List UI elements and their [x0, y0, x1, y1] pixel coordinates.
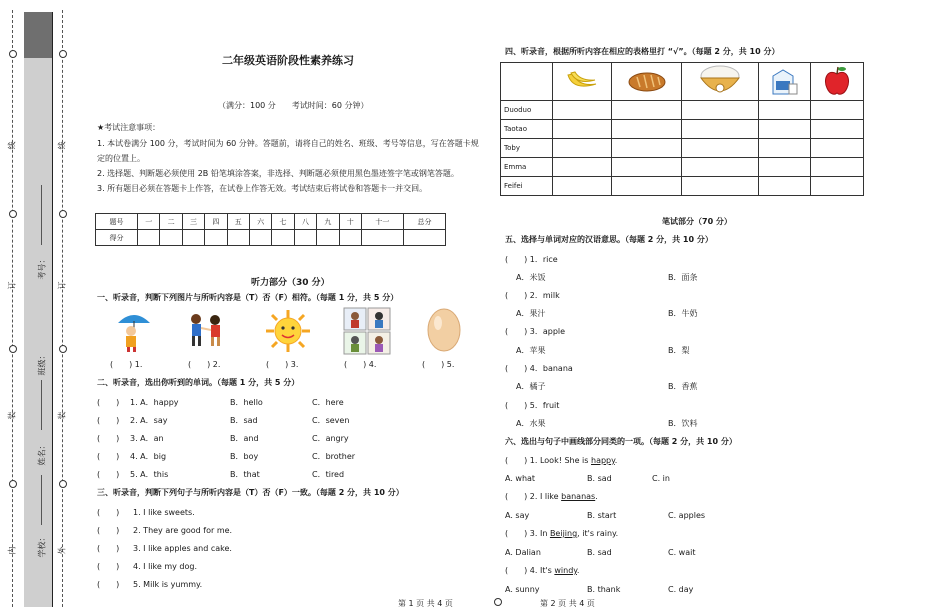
notice-heading: ★考试注意事项： [97, 123, 161, 132]
s2-option-c: C．seven [312, 416, 350, 425]
s1-item[interactable]: ( ) 3. [266, 360, 299, 369]
s3-item: 3. I like apples and cake. [133, 544, 232, 553]
score-table-header [96, 214, 446, 230]
s5-option-b: B．面条 [668, 273, 698, 282]
s2-option-c: C．angry [312, 434, 349, 443]
egg-picture [425, 305, 463, 353]
student-name: Toby [501, 139, 553, 158]
class-label: 班级： [37, 351, 47, 376]
score-cell: 三 [182, 214, 204, 230]
section-5-title: 五、选择与单词对应的汉语意思。（每题 2 分，共 10 分） [505, 235, 713, 244]
check-cell[interactable] [612, 120, 682, 139]
answer-paren[interactable]: ( ) [97, 434, 120, 443]
check-cell[interactable] [811, 139, 864, 158]
s5-option-a: A．水果 [516, 419, 546, 428]
food-table-row [501, 139, 864, 158]
score-cell: 四 [205, 214, 227, 230]
notice-line: 定的位置上。 [97, 154, 145, 163]
s6-option-b: B. start [587, 511, 617, 520]
s6-option-c: C. in [652, 474, 670, 483]
s2-option-b: B．that [230, 470, 260, 479]
score-blank[interactable] [317, 230, 339, 246]
food-cell [612, 63, 682, 101]
score-cell: 十一 [361, 214, 403, 230]
s6-question[interactable] [505, 492, 598, 502]
milk-icon [769, 66, 799, 96]
answer-paren[interactable]: ( ) [97, 470, 120, 479]
food-table-row [501, 177, 864, 196]
s5-question[interactable]: ( ) 1．rice [505, 255, 558, 264]
page-footer: 第 1 页 共 4 页 [398, 599, 453, 608]
girl-with-umbrella-picture [116, 309, 152, 353]
s6-option-b: B. sad [587, 548, 612, 557]
food-header-row [501, 63, 864, 101]
student-name: Duoduo [501, 101, 553, 120]
check-cell[interactable] [612, 101, 682, 120]
score-blank[interactable] [294, 230, 316, 246]
s6-text: ( ) 1. Look! She is [505, 456, 591, 465]
s2-option-c: C．brother [312, 452, 356, 461]
score-cell: 二 [160, 214, 182, 230]
score-cell: 十 [339, 214, 361, 230]
score-blank[interactable] [138, 230, 160, 246]
food-table-row [501, 158, 864, 177]
score-cell: 题号 [96, 214, 138, 230]
seal-hole [9, 480, 17, 488]
check-cell[interactable] [553, 139, 612, 158]
name-blank[interactable] [41, 380, 42, 430]
seal-char: 线 [57, 141, 67, 150]
answer-paren[interactable]: ( ) [97, 416, 120, 425]
check-cell[interactable] [811, 158, 864, 177]
notice-line: 3. 所有题目必须在答题卡上作答，在试卷上作答无效。考试结束后将试卷和答题卡一并交回。 [97, 184, 428, 193]
seal-char: 外 [57, 546, 67, 555]
score-blank[interactable] [182, 230, 204, 246]
score-blank[interactable] [339, 230, 361, 246]
school-label: 学校： [37, 533, 47, 558]
food-table-row [501, 120, 864, 139]
s6-text: ( ) 3. In [505, 529, 550, 538]
s1-item[interactable]: ( ) 4. [344, 360, 377, 369]
s3-item: 4. I like my dog. [133, 562, 197, 571]
score-cell: 五 [227, 214, 249, 230]
section-3-title: 三、听录音，判断下列句子与所听内容是（T）否（F）一致。（每题 2 分，共 10 分） [97, 488, 404, 497]
s5-option-a: A．苹果 [516, 346, 546, 355]
s6-option-a: A. sunny [505, 585, 540, 594]
s2-option-a: 3. A．an [130, 434, 164, 443]
seal-char: 装 [57, 411, 67, 420]
student-name: Emma [501, 158, 553, 177]
score-blank[interactable] [160, 230, 182, 246]
score-cell: 七 [272, 214, 294, 230]
school-blank[interactable] [41, 475, 42, 525]
s6-question[interactable] [505, 456, 617, 466]
s6-option-a: A. Dalian [505, 548, 541, 557]
check-cell[interactable] [811, 177, 864, 196]
s2-option-b: B．boy [230, 452, 259, 461]
s6-text: . [576, 566, 580, 575]
s6-option-b: B. sad [587, 474, 612, 483]
two-kids-picture [186, 312, 226, 350]
s3-item: 1. I like sweets. [133, 508, 195, 517]
s5-option-a: A．米饭 [516, 273, 546, 282]
section-2-title: 二、听录音，选出你听到的单词。（每题 1 分，共 5 分） [97, 378, 300, 387]
s2-option-c: C．tired [312, 470, 345, 479]
rice-icon [698, 64, 742, 98]
s3-item: 5. Milk is yummy. [133, 580, 203, 589]
s1-item[interactable]: ( ) 1. [110, 360, 143, 369]
s2-option-b: B．and [230, 434, 259, 443]
seal-hole [9, 345, 17, 353]
s6-underlined-word: Beijing [549, 529, 578, 538]
check-cell[interactable] [758, 101, 811, 120]
check-cell[interactable] [682, 101, 758, 120]
score-cell: 六 [249, 214, 271, 230]
s2-option-a: 2. A．say [130, 416, 168, 425]
s5-question[interactable]: ( ) 5．fruit [505, 401, 560, 410]
notice-line: 1. 本试卷满分 100 分，考试时间为 60 分钟。答题前，请将自己的姓名、班级、考号等信息，写在答题卡规 [97, 139, 479, 148]
s5-option-a: A．橘子 [516, 382, 546, 391]
check-cell[interactable] [553, 158, 612, 177]
s2-option-c: C．here [312, 398, 344, 407]
seal-char: 订 [7, 281, 17, 290]
outer-seal-line [12, 10, 13, 607]
check-cell[interactable] [612, 158, 682, 177]
food-cell [553, 63, 612, 101]
center-hole [494, 598, 502, 606]
s2-option-b: B．sad [230, 416, 258, 425]
answer-paren[interactable]: ( ) [97, 452, 120, 461]
student-name: Taotao [501, 120, 553, 139]
bread-icon [627, 69, 667, 93]
seal-hole [59, 50, 67, 58]
check-cell[interactable] [758, 177, 811, 196]
score-blank[interactable] [249, 230, 271, 246]
answer-paren[interactable]: ( ) [97, 526, 120, 535]
s6-text: . [595, 492, 598, 501]
s6-option-a: A. say [505, 511, 530, 520]
apple-icon [822, 65, 852, 97]
binding-strip [24, 12, 52, 607]
food-cell [811, 63, 864, 101]
check-cell[interactable] [758, 158, 811, 177]
s6-question[interactable] [505, 566, 579, 576]
check-cell[interactable] [682, 177, 758, 196]
food-table [500, 62, 864, 196]
check-cell[interactable] [682, 139, 758, 158]
seal-hole [59, 480, 67, 488]
section-1-title: 一、听录音，判断下列图片与所听内容是（T）否（F）相符。（每题 1 分，共 5 分） [97, 293, 399, 302]
corner-cell [501, 63, 553, 101]
seal-char: 装 [7, 411, 17, 420]
score-blank[interactable] [205, 230, 227, 246]
answer-paren[interactable]: ( ) [97, 562, 120, 571]
binding-strip-top [24, 12, 52, 58]
s2-option-a: 4. A．big [130, 452, 167, 461]
check-cell[interactable] [682, 120, 758, 139]
seal-hole [59, 345, 67, 353]
s5-option-b: B．梨 [668, 346, 690, 355]
sun-picture [265, 309, 311, 353]
food-table-row [501, 101, 864, 120]
check-cell[interactable] [553, 177, 612, 196]
binding-edge-line [52, 12, 53, 607]
score-cell: 八 [294, 214, 316, 230]
student-name: Feifei [501, 177, 553, 196]
check-cell[interactable] [553, 101, 612, 120]
check-cell[interactable] [811, 101, 864, 120]
s6-text: , it's rainy. [577, 529, 619, 538]
s6-text: ( ) 4. It's [505, 566, 555, 575]
exam-info: （满分：100 分 考试时间：60 分钟） [218, 101, 369, 110]
name-label: 姓名： [37, 441, 47, 466]
s5-option-b: B．牛奶 [668, 309, 698, 318]
exam-number-blank[interactable] [41, 185, 42, 245]
score-row-label: 得分 [96, 230, 138, 246]
score-blank[interactable] [227, 230, 249, 246]
check-cell[interactable] [553, 120, 612, 139]
s5-option-a: A．果汁 [516, 309, 546, 318]
check-cell[interactable] [758, 120, 811, 139]
check-cell[interactable] [612, 177, 682, 196]
seal-char: 线 [7, 141, 17, 150]
answer-paren[interactable]: ( ) [97, 398, 120, 407]
s5-question[interactable]: ( ) 3．apple [505, 327, 566, 336]
s2-option-b: B．hello [230, 398, 263, 407]
seal-hole [59, 210, 67, 218]
seal-char: 订 [57, 281, 67, 290]
s6-option-b: B. thank [587, 585, 621, 594]
s5-question[interactable]: ( ) 2．milk [505, 291, 560, 300]
s6-option-c: C. day [668, 585, 694, 594]
exam-number-label: 考号： [37, 255, 47, 280]
family-picture [343, 307, 391, 355]
score-blank[interactable] [361, 230, 403, 246]
s6-option-c: C. wait [668, 548, 696, 557]
s5-option-b: B．饮料 [668, 419, 698, 428]
score-cell: 一 [138, 214, 160, 230]
answer-paren[interactable]: ( ) [97, 580, 120, 589]
s3-item: 2. They are good for me. [133, 526, 233, 535]
seal-hole [9, 210, 17, 218]
score-blank[interactable] [403, 230, 445, 246]
score-cell: 总分 [403, 214, 445, 230]
seal-char: 内 [7, 546, 17, 555]
score-cell: 九 [317, 214, 339, 230]
page-footer: 第 2 页 共 4 页 [540, 599, 595, 608]
score-table [95, 213, 446, 246]
s5-question[interactable]: ( ) 4．banana [505, 364, 573, 373]
food-cell [758, 63, 811, 101]
s6-question[interactable] [505, 529, 618, 539]
score-blank[interactable] [272, 230, 294, 246]
notice-line: 2. 选择题、判断题必须使用 2B 铅笔填涂答案，非选择、判断题必须使用黑色墨迹签字笔或钢笔答题。 [97, 169, 459, 178]
seal-hole [9, 50, 17, 58]
s1-item[interactable]: ( ) 2. [188, 360, 221, 369]
s6-option-a: A. what [505, 474, 536, 483]
s2-option-a: 5. A．this [130, 470, 169, 479]
page-title: 二年级英语阶段性素养练习 [222, 54, 354, 67]
s6-option-c: C. apples [668, 511, 706, 520]
section-4-title: 四、听录音，根据所听内容在相应的表格里打 “√”。（每题 2 分，共 10 分） [505, 47, 780, 56]
check-cell[interactable] [682, 158, 758, 177]
s6-text: . [614, 456, 618, 465]
s5-option-b: B．香蕉 [668, 382, 698, 391]
s6-text: ( ) 2. I like [505, 492, 562, 501]
s2-option-a: 1. A．happy [130, 398, 179, 407]
s1-item[interactable]: ( ) 5. [422, 360, 455, 369]
food-cell [682, 63, 758, 101]
answer-paren[interactable]: ( ) [97, 508, 120, 517]
s6-underlined-word: bananas [561, 492, 596, 501]
score-table-row [96, 230, 446, 246]
check-cell[interactable] [758, 139, 811, 158]
inner-seal-line [62, 10, 63, 607]
check-cell[interactable] [612, 139, 682, 158]
bananas-icon [565, 69, 599, 93]
s6-underlined-word: windy [554, 566, 577, 575]
check-cell[interactable] [811, 120, 864, 139]
section-6-title: 六、选出与句子中画线部分同类的一项。（每题 2 分，共 10 分） [505, 437, 737, 446]
answer-paren[interactable]: ( ) [97, 544, 120, 553]
written-header: 笔试部分（70 分） [662, 217, 732, 226]
listening-header: 听力部分（30 分） [251, 278, 330, 288]
s6-underlined-word: happy [591, 456, 615, 465]
